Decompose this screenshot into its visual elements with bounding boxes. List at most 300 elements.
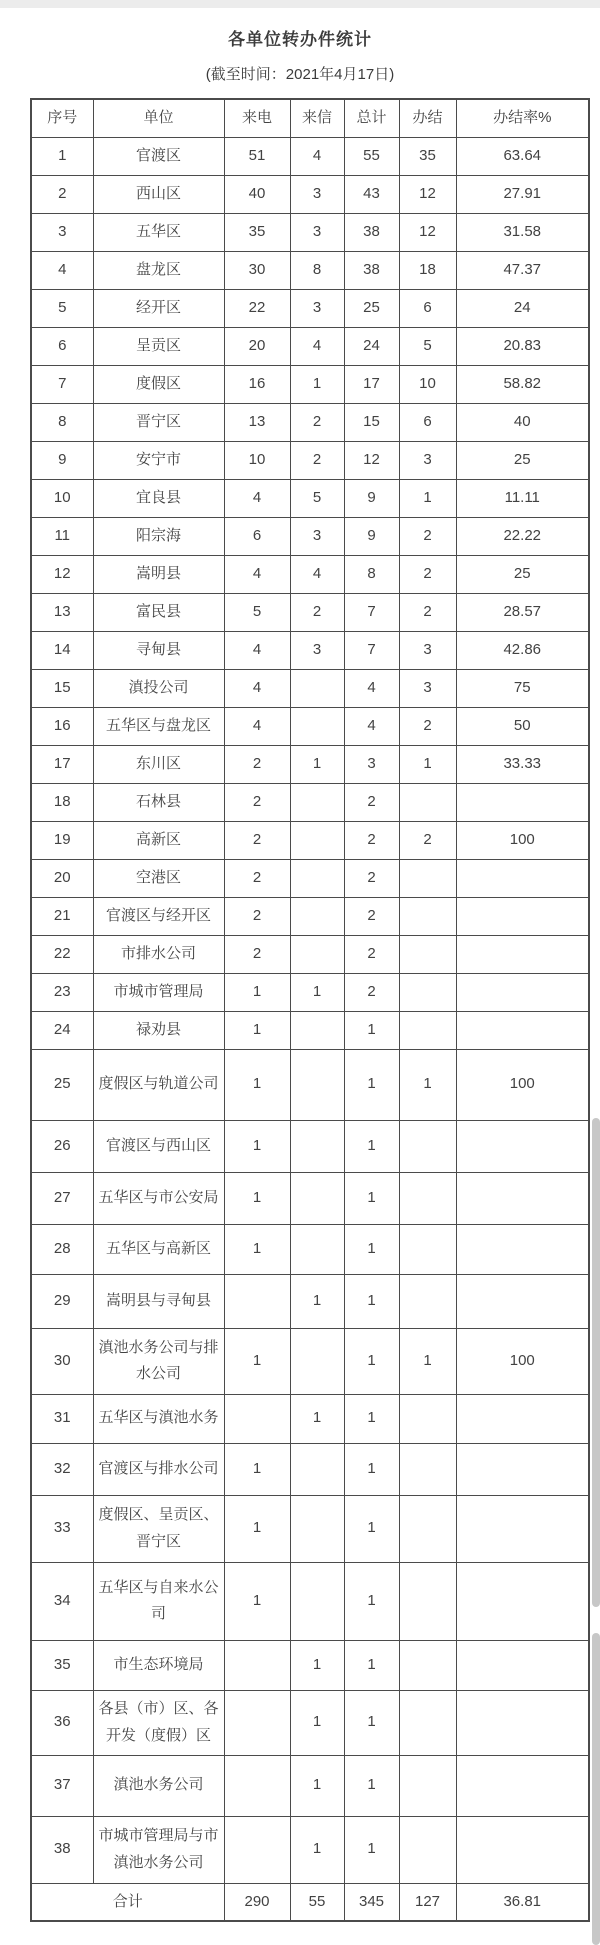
table-row [31,707,589,745]
table-cell: 16 [31,707,93,745]
table-cell: 33 [31,1495,93,1562]
header-cell: 办结 [399,99,456,137]
total-cell: 290 [224,1883,290,1921]
table-cell: 1 [344,1120,399,1172]
table-cell: 32 [31,1443,93,1495]
table-cell [290,1224,344,1274]
table-cell: 5 [31,289,93,327]
table-cell: 75 [456,669,589,707]
table-cell: 43 [344,175,399,213]
table-cell: 1 [290,973,344,1011]
table-cell: 38 [344,213,399,251]
table-row [31,631,589,669]
table-cell: 3 [290,289,344,327]
table-cell: 各县（市）区、各开发（度假）区 [93,1690,224,1755]
table-row [31,1011,589,1049]
table-cell: 51 [224,137,290,175]
table-cell: 嵩明县与寻甸县 [93,1274,224,1328]
table-cell: 官渡区 [93,137,224,175]
header-cell: 总计 [344,99,399,137]
table-row [31,1394,589,1443]
table-cell: 24 [344,327,399,365]
table-cell [456,1690,589,1755]
table-cell: 6 [399,289,456,327]
table-cell: 1 [399,1328,456,1394]
header-cell: 来信 [290,99,344,137]
table-cell: 4 [290,137,344,175]
table-cell: 2 [344,973,399,1011]
table-row [31,593,589,631]
table-cell: 1 [224,1120,290,1172]
table-row [31,821,589,859]
table-cell [456,1816,589,1883]
table-cell [399,897,456,935]
table-row [31,1495,589,1562]
table-cell: 28.57 [456,593,589,631]
table-cell [456,1394,589,1443]
table-cell [399,1755,456,1816]
table-cell [456,783,589,821]
table-row [31,859,589,897]
table-cell: 1 [290,1274,344,1328]
table-cell [290,1011,344,1049]
table-cell [224,1640,290,1690]
table-cell: 13 [224,403,290,441]
table-cell: 禄劝县 [93,1011,224,1049]
table-cell: 3 [290,517,344,555]
table-cell [456,1224,589,1274]
table-cell: 1 [344,1690,399,1755]
table-cell: 26 [31,1120,93,1172]
table-cell: 21 [31,897,93,935]
table-cell: 38 [31,1816,93,1883]
table-cell [290,1443,344,1495]
table-cell: 1 [224,1224,290,1274]
total-cell: 55 [290,1883,344,1921]
scrollbar-thumb-upper[interactable] [592,1118,600,1607]
table-cell: 23 [31,973,93,1011]
table-cell: 12 [399,175,456,213]
table-cell: 1 [224,1562,290,1640]
table-cell: 24 [456,289,589,327]
table-cell [290,1120,344,1172]
table-cell: 6 [399,403,456,441]
table-cell: 100 [456,821,589,859]
stats-table [30,98,590,1922]
table-cell: 58.82 [456,365,589,403]
table-cell: 1 [290,1690,344,1755]
table-cell [399,1443,456,1495]
table-row [31,745,589,783]
table-cell: 31.58 [456,213,589,251]
table-cell: 2 [224,745,290,783]
table-cell: 度假区与轨道公司 [93,1049,224,1120]
table-cell [399,1495,456,1562]
table-cell: 4 [290,555,344,593]
table-cell: 1 [399,1049,456,1120]
table-cell: 5 [290,479,344,517]
table-cell: 19 [31,821,93,859]
table-cell [399,1394,456,1443]
table-row [31,935,589,973]
table-cell: 2 [399,707,456,745]
table-cell: 2 [344,783,399,821]
table-cell: 27.91 [456,175,589,213]
table-cell: 40 [456,403,589,441]
table-row [31,403,589,441]
total-cell: 36.81 [456,1883,589,1921]
table-cell: 20 [224,327,290,365]
table-cell: 8 [31,403,93,441]
table-row [31,1816,589,1883]
table-cell: 37 [31,1755,93,1816]
table-cell: 滇池水务公司 [93,1755,224,1816]
table-cell: 4 [224,479,290,517]
table-cell: 1 [290,1755,344,1816]
table-cell: 24 [31,1011,93,1049]
table-cell: 16 [224,365,290,403]
table-cell: 官渡区与经开区 [93,897,224,935]
table-row [31,1562,589,1640]
table-cell: 30 [224,251,290,289]
table-cell [399,1172,456,1224]
table-cell [456,1562,589,1640]
table-cell [399,1011,456,1049]
table-cell [456,973,589,1011]
table-row [31,175,589,213]
total-cell: 127 [399,1883,456,1921]
table-cell: 阳宗海 [93,517,224,555]
table-row [31,517,589,555]
table-cell: 38 [344,251,399,289]
table-cell [456,1640,589,1690]
table-cell: 盘龙区 [93,251,224,289]
table-row [31,897,589,935]
table-cell: 33.33 [456,745,589,783]
table-cell: 63.64 [456,137,589,175]
table-cell: 2 [399,517,456,555]
table-cell [399,1816,456,1883]
table-cell: 3 [31,213,93,251]
table-cell: 4 [224,631,290,669]
table-cell: 47.37 [456,251,589,289]
table-cell: 2 [344,935,399,973]
table-cell: 市城市管理局与市滇池水务公司 [93,1816,224,1883]
table-row [31,973,589,1011]
table-cell: 10 [31,479,93,517]
table-row [31,213,589,251]
table-cell: 东川区 [93,745,224,783]
table-cell: 五华区与盘龙区 [93,707,224,745]
table-row [31,479,589,517]
table-cell: 1 [224,973,290,1011]
table-cell: 4 [224,669,290,707]
table-cell: 3 [344,745,399,783]
table-row [31,1274,589,1328]
table-cell [224,1394,290,1443]
table-cell: 2 [224,859,290,897]
table-cell: 五华区 [93,213,224,251]
table-row [31,555,589,593]
table-cell: 空港区 [93,859,224,897]
table-cell: 官渡区与西山区 [93,1120,224,1172]
table-cell: 富民县 [93,593,224,631]
table-cell: 2 [224,935,290,973]
total-row [31,1883,589,1921]
table-cell: 9 [344,479,399,517]
table-cell: 1 [224,1328,290,1394]
table-cell: 1 [290,1394,344,1443]
table-cell: 6 [31,327,93,365]
table-cell: 1 [344,1394,399,1443]
table-row [31,1224,589,1274]
table-cell: 17 [344,365,399,403]
table-cell [456,1443,589,1495]
table-cell: 市城市管理局 [93,973,224,1011]
table-cell: 2 [399,821,456,859]
table-cell [399,859,456,897]
table-cell: 25 [344,289,399,327]
table-cell [456,935,589,973]
table-header-row [31,99,589,137]
header-cell: 序号 [31,99,93,137]
table-row [31,1755,589,1816]
table-cell [456,1172,589,1224]
table-cell: 22.22 [456,517,589,555]
table-cell: 1 [344,1443,399,1495]
table-cell: 4 [224,555,290,593]
table-cell: 3 [399,441,456,479]
table-cell: 4 [31,251,93,289]
table-cell [399,973,456,1011]
table-row [31,327,589,365]
table-cell [290,1562,344,1640]
table-cell: 1 [224,1172,290,1224]
table-cell: 经开区 [93,289,224,327]
table-cell: 2 [399,555,456,593]
table-cell [290,821,344,859]
table-cell: 1 [344,1328,399,1394]
table-cell: 6 [224,517,290,555]
table-body [31,137,589,1921]
table-row [31,1640,589,1690]
table-cell [456,1274,589,1328]
table-cell [290,897,344,935]
table-cell: 12 [344,441,399,479]
table-cell: 2 [224,821,290,859]
table-cell: 2 [399,593,456,631]
table-cell: 1 [344,1495,399,1562]
table-cell: 1 [344,1274,399,1328]
table-cell: 35 [224,213,290,251]
table-cell [399,783,456,821]
table-cell: 11.11 [456,479,589,517]
table-cell: 2 [224,783,290,821]
header-cell: 单位 [93,99,224,137]
table-cell: 1 [344,1816,399,1883]
table-cell: 五华区与高新区 [93,1224,224,1274]
table-cell: 4 [290,327,344,365]
table-cell: 市生态环境局 [93,1640,224,1690]
table-cell: 官渡区与排水公司 [93,1443,224,1495]
table-cell: 寻甸县 [93,631,224,669]
table-cell: 25 [456,555,589,593]
table-cell [224,1274,290,1328]
table-cell [399,1274,456,1328]
table-cell [224,1816,290,1883]
table-row [31,1049,589,1120]
table-cell: 1 [344,1562,399,1640]
table-cell: 1 [344,1224,399,1274]
table-row [31,441,589,479]
table-cell: 1 [290,1640,344,1690]
table-cell: 14 [31,631,93,669]
table-cell: 8 [344,555,399,593]
table-row [31,783,589,821]
table-cell: 2 [344,821,399,859]
table-cell: 1 [224,1049,290,1120]
table-cell [290,669,344,707]
table-cell: 27 [31,1172,93,1224]
table-cell [456,1120,589,1172]
table-cell: 西山区 [93,175,224,213]
header-cell: 来电 [224,99,290,137]
table-cell: 2 [290,593,344,631]
table-cell: 呈贡区 [93,327,224,365]
table-cell: 宜良县 [93,479,224,517]
total-label-cell: 合计 [31,1883,224,1921]
table-row [31,251,589,289]
table-cell: 35 [399,137,456,175]
table-cell: 25 [31,1049,93,1120]
table-cell [290,707,344,745]
table-cell: 五华区与滇池水务 [93,1394,224,1443]
table-cell: 12 [399,213,456,251]
table-cell: 28 [31,1224,93,1274]
page-title: 各单位转办件统计 [228,30,372,49]
table-cell [456,859,589,897]
table-cell: 2 [344,897,399,935]
table-cell: 20.83 [456,327,589,365]
table-cell: 13 [31,593,93,631]
report-date: (截至时间：2021年4月17日) [205,66,395,83]
table-cell: 2 [290,441,344,479]
table-cell: 11 [31,517,93,555]
table-cell: 1 [290,365,344,403]
table-cell: 50 [456,707,589,745]
table-cell: 42.86 [456,631,589,669]
table-cell: 1 [344,1640,399,1690]
table-cell: 55 [344,137,399,175]
table-cell: 1 [399,745,456,783]
status-bar [0,0,600,8]
table-cell [399,1224,456,1274]
table-cell: 1 [290,745,344,783]
table-cell: 10 [224,441,290,479]
table-cell: 4 [344,707,399,745]
table-cell: 滇投公司 [93,669,224,707]
table-cell: 20 [31,859,93,897]
table-cell: 4 [344,669,399,707]
table-cell: 度假区 [93,365,224,403]
table-cell: 15 [31,669,93,707]
table-cell: 1 [399,479,456,517]
table-cell: 高新区 [93,821,224,859]
table-cell [290,1172,344,1224]
table-cell: 4 [224,707,290,745]
table-cell: 34 [31,1562,93,1640]
table-cell: 晋宁区 [93,403,224,441]
table-row [31,1120,589,1172]
table-cell: 36 [31,1690,93,1755]
table-cell: 18 [399,251,456,289]
table-row [31,137,589,175]
table-cell [399,1562,456,1640]
total-cell: 345 [344,1883,399,1921]
table-cell [224,1755,290,1816]
table-cell: 1 [224,1011,290,1049]
table-cell: 2 [224,897,290,935]
table-row [31,1328,589,1394]
table-cell: 1 [344,1049,399,1120]
header-cell: 办结率% [456,99,589,137]
table-row [31,1172,589,1224]
table-cell [290,1495,344,1562]
table-cell: 2 [344,859,399,897]
table-cell: 30 [31,1328,93,1394]
table-cell [290,1049,344,1120]
table-cell [224,1690,290,1755]
table-cell: 18 [31,783,93,821]
table-cell: 5 [224,593,290,631]
table-cell: 29 [31,1274,93,1328]
table-cell: 9 [31,441,93,479]
table-cell: 9 [344,517,399,555]
table-cell: 1 [344,1011,399,1049]
table-cell: 17 [31,745,93,783]
scrollbar-thumb-lower[interactable] [592,1633,600,1945]
table-cell: 五华区与市公安局 [93,1172,224,1224]
table-cell: 7 [31,365,93,403]
table-cell: 3 [399,631,456,669]
table-cell: 25 [456,441,589,479]
table-cell: 3 [399,669,456,707]
table-cell: 安宁市 [93,441,224,479]
table-row [31,669,589,707]
table-cell: 1 [31,137,93,175]
table-cell: 1 [224,1495,290,1562]
table-cell: 1 [224,1443,290,1495]
table-row [31,1690,589,1755]
table-cell: 3 [290,175,344,213]
table-row [31,1443,589,1495]
table-cell [399,1690,456,1755]
table-cell [290,935,344,973]
table-cell: 40 [224,175,290,213]
table-cell: 8 [290,251,344,289]
table-cell: 市排水公司 [93,935,224,973]
table-cell [290,859,344,897]
table-cell: 1 [290,1816,344,1883]
table-cell: 12 [31,555,93,593]
table-cell: 10 [399,365,456,403]
table-row [31,365,589,403]
table-cell: 3 [290,213,344,251]
table-cell [290,1328,344,1394]
table-cell: 五华区与自来水公司 [93,1562,224,1640]
table-cell: 100 [456,1049,589,1120]
table-cell [456,1755,589,1816]
